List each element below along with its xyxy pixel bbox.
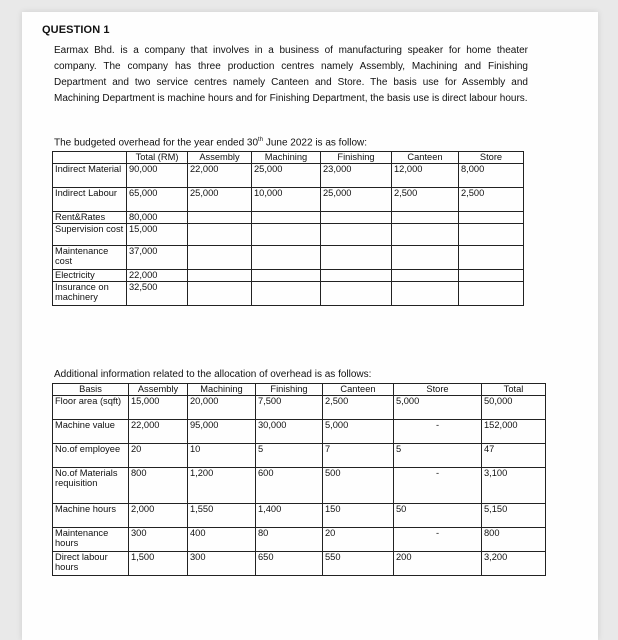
table-cell xyxy=(188,245,252,269)
table-cell xyxy=(188,211,252,223)
row-label: Indirect Labour xyxy=(53,187,127,211)
table-row xyxy=(53,163,524,187)
table-row xyxy=(53,211,524,223)
table-row xyxy=(53,281,524,305)
question-title: QUESTION 1 xyxy=(42,24,110,36)
column-header: Canteen xyxy=(392,152,459,164)
table-cell: 10 xyxy=(188,443,256,467)
table-cell xyxy=(252,245,321,269)
table-cell xyxy=(188,223,252,245)
row-label: Supervision cost xyxy=(53,223,127,245)
table-cell: 80 xyxy=(256,527,323,551)
table-cell: 650 xyxy=(256,551,323,575)
table-cell: 2,500 xyxy=(459,187,524,211)
table-header-row xyxy=(53,384,546,396)
row-label: No.of employee xyxy=(53,443,129,467)
row-label: No.of Materials requisition xyxy=(53,467,129,503)
table-cell xyxy=(459,245,524,269)
table-cell xyxy=(321,269,392,281)
table-cell: 25,000 xyxy=(252,163,321,187)
row-label: Indirect Material xyxy=(53,163,127,187)
row-label: Maintenance cost xyxy=(53,245,127,269)
table-cell: 47 xyxy=(482,443,546,467)
table-cell xyxy=(321,245,392,269)
table-cell xyxy=(392,245,459,269)
table-cell xyxy=(188,269,252,281)
table-cell: 20 xyxy=(129,443,188,467)
table-cell xyxy=(392,269,459,281)
column-header xyxy=(53,152,127,164)
table-cell: 5,000 xyxy=(323,419,394,443)
table-cell: 200 xyxy=(394,551,482,575)
table-cell: 50,000 xyxy=(482,395,546,419)
table-row xyxy=(53,269,524,281)
row-label: Floor area (sqft) xyxy=(53,395,129,419)
table-cell xyxy=(392,211,459,223)
table-cell xyxy=(252,223,321,245)
table-cell: 12,000 xyxy=(392,163,459,187)
table-cell xyxy=(392,281,459,305)
column-header: Machining xyxy=(252,152,321,164)
table-cell xyxy=(252,211,321,223)
table-cell: 8,000 xyxy=(459,163,524,187)
table-cell: 15,000 xyxy=(129,395,188,419)
table-cell: 5 xyxy=(256,443,323,467)
table-row xyxy=(53,467,546,503)
column-header: Total (RM) xyxy=(127,152,188,164)
table-cell: 800 xyxy=(129,467,188,503)
row-label: Electricity xyxy=(53,269,127,281)
column-header: Machining xyxy=(188,384,256,396)
table-cell: 2,500 xyxy=(392,187,459,211)
table-row xyxy=(53,395,546,419)
column-header: Finishing xyxy=(256,384,323,396)
table-cell xyxy=(252,269,321,281)
column-header: Total xyxy=(482,384,546,396)
table-cell: 1,550 xyxy=(188,503,256,527)
question-intro: Earmax Bhd. is a company that involves in a business of manufacturing speaker for home theater company. The company has three production centres namely Assembly, Machining and Finishing Department and two service centres namely Canteen and Store. The basis use for Assembly and Machining Department is machine hours and for Finishing Department, the basis use is direct labour hours. xyxy=(54,45,528,104)
table-cell: 1,200 xyxy=(188,467,256,503)
table-row xyxy=(53,187,524,211)
table-cell: - xyxy=(394,419,482,443)
table-cell: 22,000 xyxy=(188,163,252,187)
table-cell: 5 xyxy=(394,443,482,467)
table-cell: 600 xyxy=(256,467,323,503)
table-cell: 25,000 xyxy=(321,187,392,211)
table-cell: 20,000 xyxy=(188,395,256,419)
table-cell: 15,000 xyxy=(127,223,188,245)
table-row xyxy=(53,419,546,443)
table-cell: 5,150 xyxy=(482,503,546,527)
table-cell: 80,000 xyxy=(127,211,188,223)
table-cell: 22,000 xyxy=(129,419,188,443)
table-cell: 7 xyxy=(323,443,394,467)
row-label: Machine value xyxy=(53,419,129,443)
table-header-row xyxy=(53,152,524,164)
overhead-table xyxy=(52,151,524,306)
column-header: Assembly xyxy=(188,152,252,164)
table-cell: 23,000 xyxy=(321,163,392,187)
row-label: Machine hours xyxy=(53,503,129,527)
table-cell xyxy=(321,211,392,223)
table-cell: 400 xyxy=(188,527,256,551)
table-cell: 300 xyxy=(129,527,188,551)
table-cell: 3,100 xyxy=(482,467,546,503)
table-cell: 800 xyxy=(482,527,546,551)
table-cell: 7,500 xyxy=(256,395,323,419)
table-row xyxy=(53,223,524,245)
table-cell xyxy=(459,223,524,245)
row-label: Insurance on machinery xyxy=(53,281,127,305)
table-cell: 95,000 xyxy=(188,419,256,443)
table-cell: 2,500 xyxy=(323,395,394,419)
table-cell: 20 xyxy=(323,527,394,551)
table-cell: 5,000 xyxy=(394,395,482,419)
table-row xyxy=(53,245,524,269)
additional-lead: Additional information related to the allocation of overhead is as follows: xyxy=(54,369,372,380)
table-cell: 30,000 xyxy=(256,419,323,443)
allocation-table xyxy=(52,383,546,576)
row-label: Direct labour hours xyxy=(53,551,129,575)
table-cell: 22,000 xyxy=(127,269,188,281)
table-cell xyxy=(252,281,321,305)
table-cell xyxy=(321,223,392,245)
table-cell: 37,000 xyxy=(127,245,188,269)
table-cell: - xyxy=(394,467,482,503)
table-cell: 90,000 xyxy=(127,163,188,187)
table-cell: 150 xyxy=(323,503,394,527)
table-cell xyxy=(459,281,524,305)
table-cell: - xyxy=(394,527,482,551)
table-cell: 32,500 xyxy=(127,281,188,305)
table-row xyxy=(53,443,546,467)
table-row xyxy=(53,527,546,551)
table-cell: 3,200 xyxy=(482,551,546,575)
table-cell: 550 xyxy=(323,551,394,575)
table-cell: 10,000 xyxy=(252,187,321,211)
column-header: Canteen xyxy=(323,384,394,396)
table-cell: 1,400 xyxy=(256,503,323,527)
table-cell xyxy=(321,281,392,305)
row-label: Maintenance hours xyxy=(53,527,129,551)
column-header: Finishing xyxy=(321,152,392,164)
table-cell: 65,000 xyxy=(127,187,188,211)
table-cell xyxy=(459,211,524,223)
table-cell: 25,000 xyxy=(188,187,252,211)
table-cell: 500 xyxy=(323,467,394,503)
table-row xyxy=(53,503,546,527)
table-cell: 2,000 xyxy=(129,503,188,527)
table-cell: 300 xyxy=(188,551,256,575)
column-header: Store xyxy=(394,384,482,396)
table-cell: 1,500 xyxy=(129,551,188,575)
table-cell xyxy=(392,223,459,245)
table-cell xyxy=(188,281,252,305)
table-cell xyxy=(459,269,524,281)
row-label: Rent&Rates xyxy=(53,211,127,223)
budget-lead: The budgeted overhead for the year ended 30th June 2022 is as follow: xyxy=(54,137,368,149)
table-row xyxy=(53,551,546,575)
column-header: Basis xyxy=(53,384,129,396)
table-cell: 152,000 xyxy=(482,419,546,443)
column-header: Assembly xyxy=(129,384,188,396)
column-header: Store xyxy=(459,152,524,164)
table-cell: 50 xyxy=(394,503,482,527)
